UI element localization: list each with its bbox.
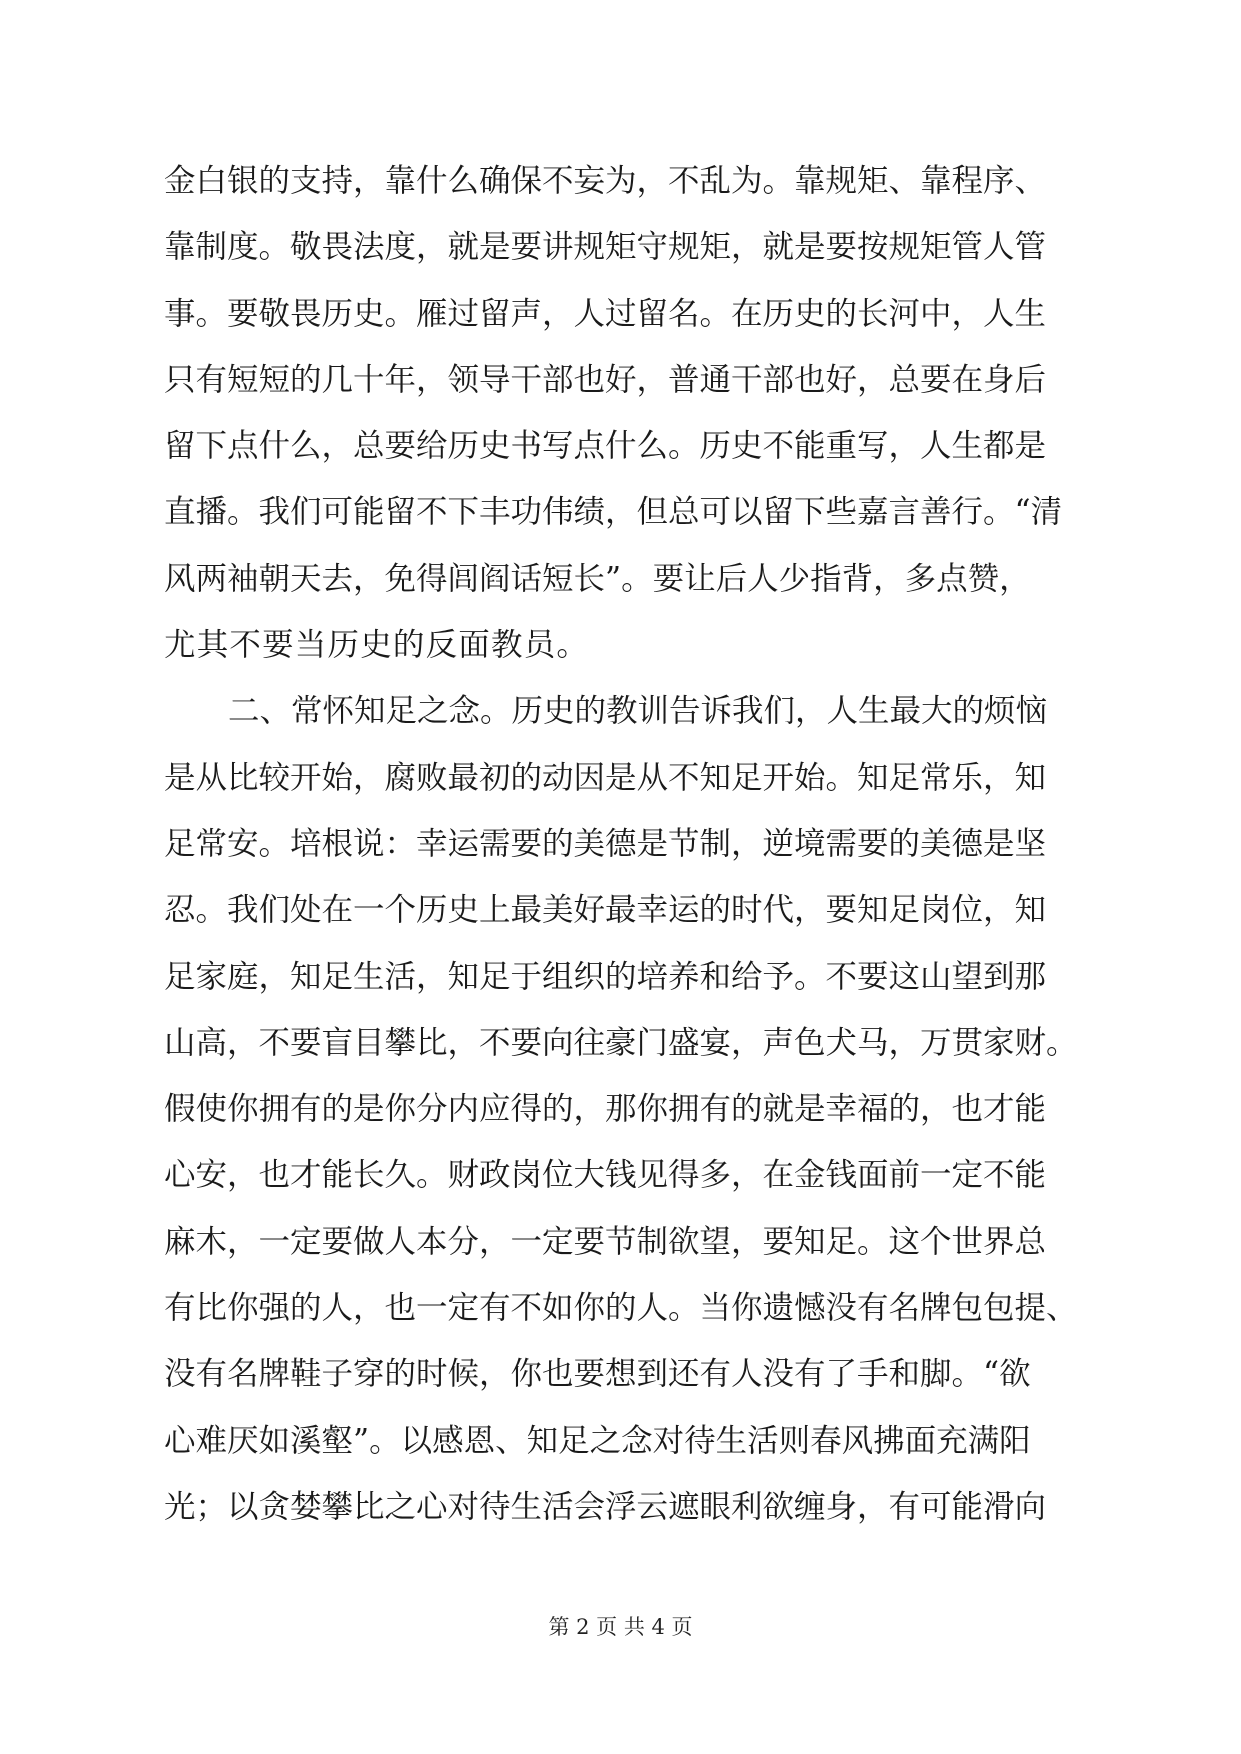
text-line: 二、常怀知足之念。历史的教训告诉我们，人生最大的烦恼 xyxy=(228,693,1048,730)
text-line: 金白银的支持，靠什么确保不妄为，不乱为。靠规矩、靠程序、 xyxy=(164,163,1047,199)
text-line: 直播。我们可能留不下丰功伟绩，但总可以留下些嘉言善行。“清 xyxy=(164,494,1063,531)
text-line: 留下点什么，总要给历史书写点什么。历史不能重写，人生都是 xyxy=(164,428,1047,465)
text-line: 忍。我们处在一个历史上最美好最幸运的时代，要知足岗位，知 xyxy=(164,892,1047,929)
text-line: 假使你拥有的是你分内应得的，那你拥有的就是幸福的，也才能 xyxy=(164,1091,1047,1128)
text-line: 是从比较开始，腐败最初的动因是从不知足开始。知足常乐，知 xyxy=(164,759,1047,796)
text-line: 心安，也才能长久。财政岗位大钱见得多，在金钱面前一定不能 xyxy=(164,1157,1047,1194)
page-number-footer: 第 2 页 共 4 页 xyxy=(548,1615,693,1639)
text-line: 麻木，一定要做人本分，一定要节制欲望，要知足。这个世界总 xyxy=(164,1223,1047,1260)
text-line: 光；以贪婪攀比之心对待生活会浮云遮眼利欲缠身，有可能滑向 xyxy=(164,1488,1047,1525)
body-text xyxy=(164,148,1080,1540)
text-line: 风两袖朝天去，免得闾阎话短长”。要让后人少指背，多点赞， xyxy=(164,560,1031,597)
text-line: 山高，不要盲目攀比，不要向往豪门盛宴，声色犬马，万贯家财。 xyxy=(164,1024,1078,1061)
text-line: 靠制度。敬畏法度，就是要讲规矩守规矩，就是要按规矩管人管 xyxy=(164,229,1047,266)
text-line: 事。要敬畏历史。雁过留声，人过留名。在历史的长河中，人生 xyxy=(164,295,1047,332)
text-line: 有比你强的人，也一定有不如你的人。当你遗憾没有名牌包包提、 xyxy=(164,1290,1078,1327)
text-line: 足常安。培根说：幸运需要的美德是节制，逆境需要的美德是坚 xyxy=(164,825,1047,862)
text-line: 只有短短的几十年，领导干部也好，普通干部也好，总要在身后 xyxy=(164,361,1047,398)
text-line: 心难厌如溪壑”。以感恩、知足之念对待生活则春风拂面充满阳 xyxy=(164,1422,1031,1459)
text-line: 没有名牌鞋子穿的时候，你也要想到还有人没有了手和脚。“欲 xyxy=(164,1356,1031,1393)
text-line: 足家庭，知足生活，知足于组织的培养和给予。不要这山望到那 xyxy=(164,958,1047,995)
text-line: 尤其不要当历史的反面教员。 xyxy=(164,627,590,664)
